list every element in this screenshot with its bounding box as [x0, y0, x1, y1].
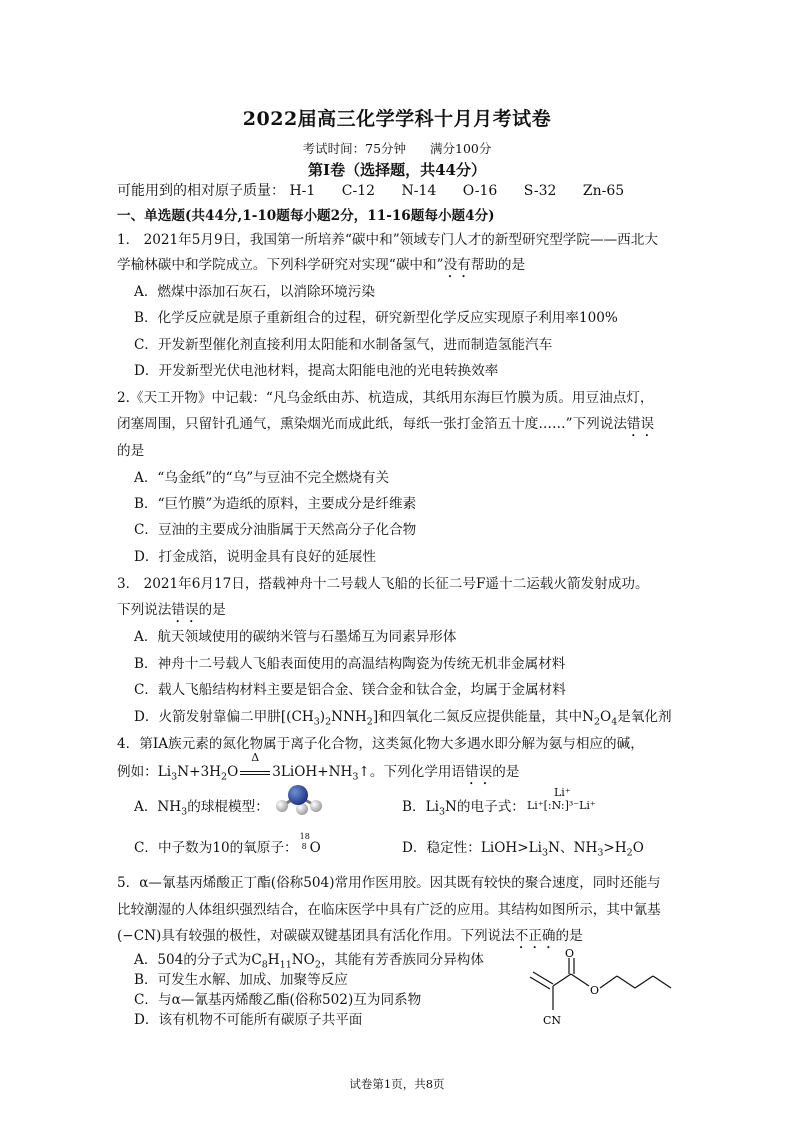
q4-a-text: A．NH: [134, 799, 182, 815]
q4-text: N+3H: [177, 764, 222, 780]
q5-option-d: D．该有机物不可能所有碳原子共平面: [134, 1012, 363, 1028]
q4-a-text: 的球棍模型：: [187, 799, 269, 815]
q3-d-text: O: [600, 709, 612, 725]
q1-option-d: D．开发新型光伏电池材料，提高太阳能电池的光电转换效率: [134, 363, 499, 379]
q1-stem-line2: [117, 253, 525, 281]
electron-dot-top: Li⁺: [554, 786, 571, 799]
subscript: 2: [221, 771, 228, 783]
q4-option-b: [402, 795, 525, 818]
q2-stem-line1: 2.《天工开物》中记载：“凡乌金纸由苏、杭造成，其纸用东海巨竹膜为质。用豆油点灯，: [117, 390, 654, 406]
reaction-arrow: [238, 751, 272, 780]
q4-d-text: >H: [603, 840, 627, 856]
subscript: 3: [313, 716, 320, 728]
q4-text: 例如：Li: [117, 764, 172, 780]
q3-d-text: ): [319, 709, 326, 725]
q4-option-d: [402, 836, 644, 859]
section-instruction: 一、单选题(共44分,1-10题每小题2分，11-16题每小题4分): [117, 208, 495, 224]
reaction-condition: Δ: [251, 751, 260, 764]
q5-stem-line1: 5．α—氰基丙烯酸正丁酯(俗称504)常用作医用胶。因其既有较快的聚合速度，同时还能与: [117, 875, 661, 891]
q5-stem-text: (−CN)具有较强的极性，对碳碳双键基团具有活化作用。下列说法: [117, 928, 515, 944]
q2-option-b: B．“巨竹膜”为造纸的原料，主要成分是纤维素: [134, 496, 417, 512]
atomic-masses: [117, 180, 646, 200]
atomic-mass: S-32: [523, 183, 557, 199]
subscript: 3: [181, 806, 188, 818]
q1-option-c: C．开发新型催化剂直接利用太阳能和水制备氢气，进而制造氢能汽车: [134, 337, 553, 353]
q4-text: 的是: [492, 764, 520, 780]
q4-b-text: B．Li: [402, 799, 439, 815]
q3-d-text: 是氧化剂: [617, 709, 672, 725]
subscript: 3: [438, 806, 446, 818]
q1-stem-tail: 帮助的是: [470, 257, 526, 273]
q4-text: 3LiOH+NH: [272, 764, 353, 780]
q2-stem-line2: [117, 412, 654, 440]
q3-d-text: D．火箭发射靠偏二甲肼[(CH: [134, 709, 314, 725]
q4-text: O: [227, 764, 239, 780]
q1-stem-text: 学榆林碳中和学院成立。下列科学研究对实现“碳中和”: [117, 257, 444, 273]
atomic-mass: O-16: [462, 183, 498, 199]
subscript: 2: [366, 716, 373, 728]
q4-d-text: O: [632, 840, 644, 856]
q4-d-text: N、NH: [548, 840, 598, 856]
q3-stem-line2: [117, 598, 226, 626]
atomic-number: 8: [301, 842, 307, 851]
subscript: 4: [611, 716, 618, 728]
section-heading: 第Ⅰ卷（选择题，共44分）: [308, 161, 486, 179]
q3-stem-line1: 3． 2021年6月17日，搭载神舟十二号载人飞船的长征二号F遥十二运载火箭发射成功。: [117, 576, 649, 592]
exam-info: [0, 139, 794, 157]
q4-d-text: D．稳定性：LiOH>Li: [402, 840, 543, 856]
q5-stem-tail: 的是: [555, 928, 583, 944]
subscript: 2: [325, 716, 332, 728]
isotope-notation: [298, 832, 310, 851]
q4-emphasis: 错误: [465, 764, 493, 780]
subscript: 2: [593, 716, 601, 728]
q5-option-b: B．可发生水解、加成、加聚等反应: [134, 972, 348, 988]
atomic-mass: C-12: [341, 183, 376, 199]
q3-stem-tail: 的是: [198, 602, 226, 618]
q1-emphasis: 没有: [443, 257, 471, 273]
q5-a-text: H: [267, 952, 280, 968]
q4-text: ↑。下列化学用语: [358, 764, 466, 780]
q2-emphasis: 错误: [626, 416, 655, 432]
subscript: 3: [542, 847, 549, 859]
exam-time: 考试时间：75分钟: [302, 141, 407, 156]
subscript: 3: [171, 771, 178, 783]
q2-option-c: C．豆油的主要成分油脂属于天然高分子化合物: [134, 522, 417, 538]
page-footer: 试卷第1页，共8页: [349, 1077, 445, 1091]
subscript: 2: [626, 847, 633, 859]
subscript: 3: [597, 847, 604, 859]
q2-option-a: A．“乌金纸”的“乌”与豆油不完全燃烧有关: [134, 470, 390, 486]
atomic-mass: Zn-65: [582, 183, 625, 199]
q3-d-text: NNH: [331, 709, 367, 725]
cyano-group: CN: [543, 1014, 562, 1027]
q5-structural-formula: [505, 946, 695, 1028]
q1-option-a: A．燃煤中添加石灰石，以消除环境污染: [134, 284, 375, 300]
q3-option-b: B．神舟十二号载人飞船表面使用的高温结构陶瓷为传统无机非金属材料: [134, 656, 566, 672]
q1-stem-line1: 1． 2021年5月9日，我国第一所培养“碳中和”领域专门人才的新型研究型学院——西北大: [117, 232, 658, 248]
q4-option-c: [134, 832, 321, 856]
subscript: 11: [279, 959, 292, 971]
q3-stem-text: 下列说法: [117, 602, 172, 618]
q5-a-text: ，其能有芳香族同分异构体: [320, 952, 484, 968]
q3-option-d: [134, 705, 672, 728]
electron-dot-formula: Li⁺[:N:]³⁻Li⁺: [527, 799, 596, 812]
exam-score: 满分100分: [430, 141, 492, 156]
ester-oxygen: O: [590, 984, 600, 997]
q2-stem-text: 闭塞周围，只留针孔通气，熏染烟光而成此纸，每纸一张打金箔五十度……”下列说法: [117, 416, 627, 432]
q5-option-c: C．与α—氰基丙烯酸乙酯(俗称502)互为同系物: [134, 992, 422, 1008]
q4-c-text: C．中子数为10的氧原子：: [134, 840, 298, 856]
atomic-label: 可能用到的相对原子质量：: [117, 183, 285, 199]
q2-stem-line3: 的是: [117, 443, 145, 459]
q3-option-c: C．载人飞船结构材料主要是铝合金、镁合金和钛合金，均属于金属材料: [134, 682, 566, 698]
subscript: 8: [261, 959, 268, 971]
q5-a-text: NO: [291, 952, 315, 968]
carbonyl-oxygen: O: [565, 947, 575, 960]
atomic-mass: N-14: [401, 183, 437, 199]
q2-option-d: D．打金成箔，说明金具有良好的延展性: [134, 549, 376, 565]
q4-stem-line1: 4．第ⅠA族元素的氮化物属于离子化合物，这类氮化物大多遇水即分解为氨与相应的碱，: [117, 736, 644, 752]
q4-option-a: [134, 795, 269, 818]
q3-option-a: A．航天领域使用的碳纳米管与石墨烯互为同素异形体: [134, 629, 457, 645]
q4-b-text: N的电子式：: [445, 799, 525, 815]
atomic-mass: H-1: [289, 183, 316, 199]
q3-d-text: ]和四氧化二氮反应提供能量，其中N: [372, 709, 594, 725]
subscript: 2: [314, 959, 321, 971]
element-symbol: O: [309, 840, 321, 856]
q5-emphasis: 不正确: [514, 928, 556, 944]
q5-a-text: A．504的分子式为C: [134, 952, 262, 968]
q1-option-b: B．化学反应就是原子重新组合的过程，研究新型化学反应实现原子利用率100%: [134, 310, 618, 326]
q5-stem-line2: 比较潮湿的人体组织强烈结合，在临床医学中具有广泛的应用。其结构如图所示，其中氰基: [117, 902, 661, 918]
nh3-ball-stick-model: [268, 782, 330, 816]
subscript: 3: [352, 771, 359, 783]
mass-number: 18: [299, 832, 310, 841]
exam-title: 2022届高三化学学科十月月考试卷: [242, 108, 552, 130]
q3-emphasis: 错误: [171, 602, 199, 618]
